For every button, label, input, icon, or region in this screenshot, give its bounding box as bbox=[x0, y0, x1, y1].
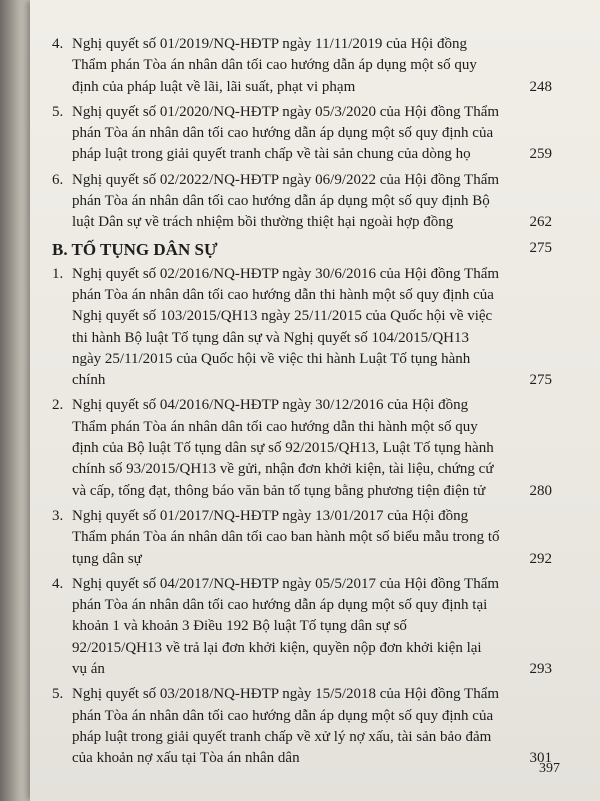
entry-page-number: 280 bbox=[529, 482, 552, 499]
toc-entry-b3 bbox=[52, 506, 552, 570]
entry-number: 2. bbox=[52, 397, 64, 414]
entry-page-number: 301 bbox=[529, 750, 552, 767]
entry-number: 5. bbox=[52, 686, 64, 703]
toc-entry-b1 bbox=[52, 264, 552, 392]
entry-number: 3. bbox=[52, 507, 64, 524]
book-page bbox=[30, 0, 600, 801]
entry-title: Nghị quyết số 01/2020/NQ-HĐTP ngày 05/3/2020 của Hội đồng Thẩm phán Tòa án nhân dân tối cao hướng dẫn áp dụng một số quy định của pháp luật trong giải quyết tranh chấp về tài sản chung của dòng họ bbox=[72, 103, 500, 163]
entry-page-number: 262 bbox=[529, 214, 552, 231]
entry-number: 4. bbox=[52, 36, 64, 52]
entry-page-number: 275 bbox=[529, 372, 552, 389]
entry-number: 6. bbox=[52, 171, 64, 188]
entry-number: 1. bbox=[52, 265, 64, 282]
table-of-contents bbox=[52, 34, 552, 774]
toc-entry-b4 bbox=[52, 574, 552, 680]
section-title: B. TỐ TỤNG DÂN SỰ bbox=[52, 239, 218, 259]
entry-title: Nghị quyết số 02/2022/NQ-HĐTP ngày 06/9/2022 của Hội đồng Thẩm phán Tòa án nhân dân tối cao hướng dẫn áp dụng một số quy định Bộ luật Dân sự về trách nhiệm bồi thường thiệt hại ngoài hợp đồng bbox=[72, 171, 500, 231]
entry-page-number: 292 bbox=[529, 550, 552, 567]
entry-page-number: 259 bbox=[529, 146, 552, 163]
page-folio-number: 397 bbox=[539, 761, 560, 776]
entry-page-number: 248 bbox=[529, 78, 552, 95]
entry-number: 5. bbox=[52, 103, 64, 120]
section-page-number: 275 bbox=[529, 239, 552, 256]
entry-number: 4. bbox=[52, 575, 64, 592]
entry-title: Nghị quyết số 03/2018/NQ-HĐTP ngày 15/5/2018 của Hội đồng Thẩm phán Tòa án nhân dân tối cao hướng dẫn áp dụng một số quy định của pháp luật trong giải quyết tranh chấp về xử lý nợ xấu, tài sản bảo đảm của khoản nợ xấu tại Tòa án nhân dân bbox=[72, 686, 500, 767]
toc-entry-b5 bbox=[52, 684, 552, 769]
toc-entry-a5 bbox=[52, 102, 552, 166]
entry-title: Nghị quyết số 02/2016/NQ-HĐTP ngày 30/6/2016 của Hội đồng Thẩm phán Tòa án nhân dân tối cao hướng dẫn thi hành một số quy định của Nghị quyết số 103/2015/QH13 ngày 25/11/2015 của Quốc hội về việc thi hành Bộ luật Tố tụng dân sự và Nghị quyết số 104/2015/QH13 ngày 25/11/2015 của Quốc hội về việc thi hành Luật Tố tụng hành chính bbox=[72, 265, 500, 389]
entry-title: Nghị quyết số 04/2017/NQ-HĐTP ngày 05/5/2017 của Hội đồng Thẩm phán Tòa án nhân dân tối cao hướng dẫn áp dụng một số quy định tại khoản 1 và khoản 3 Điều 192 Bộ luật Tố tụng dân sự số 92/2015/QH13 về trả lại đơn khởi kiện, quyền nộp đơn khởi kiện lại vụ án bbox=[72, 575, 500, 678]
entry-title: Nghị quyết số 01/2017/NQ-HĐTP ngày 13/01/2017 của Hội đồng Thẩm phán Tòa án nhân dân tối cao ban hành một số biểu mẫu trong tố tụng dân sự bbox=[72, 507, 500, 567]
entry-title: Nghị quyết số 01/2019/NQ-HĐTP ngày 11/11/2019 của Hội đồng Thẩm phán Tòa án nhân dân tối cao hướng dẫn áp dụng một số quy định của pháp luật về lãi, lãi suất, phạt vi phạm bbox=[72, 36, 477, 95]
toc-entry-b2 bbox=[52, 395, 552, 501]
entry-title: Nghị quyết số 04/2016/NQ-HĐTP ngày 30/12/2016 của Hội đồng Thẩm phán Tòa án nhân dân tối cao hướng dẫn thi hành một số quy định của Bộ luật Tố tụng dân sự số 92/2015/QH13, Luật Tố tụng hành chính số 93/2015/QH13 về gửi, nhận đơn khởi kiện, tài liệu, chứng cứ và cấp, tống đạt, thông báo văn bản tố tụng bằng phương tiện điện tử bbox=[72, 397, 494, 499]
entry-page-number: 293 bbox=[529, 661, 552, 678]
toc-entry-a6 bbox=[52, 170, 552, 234]
section-heading-b bbox=[52, 238, 552, 262]
toc-entry-a4 bbox=[52, 34, 552, 98]
